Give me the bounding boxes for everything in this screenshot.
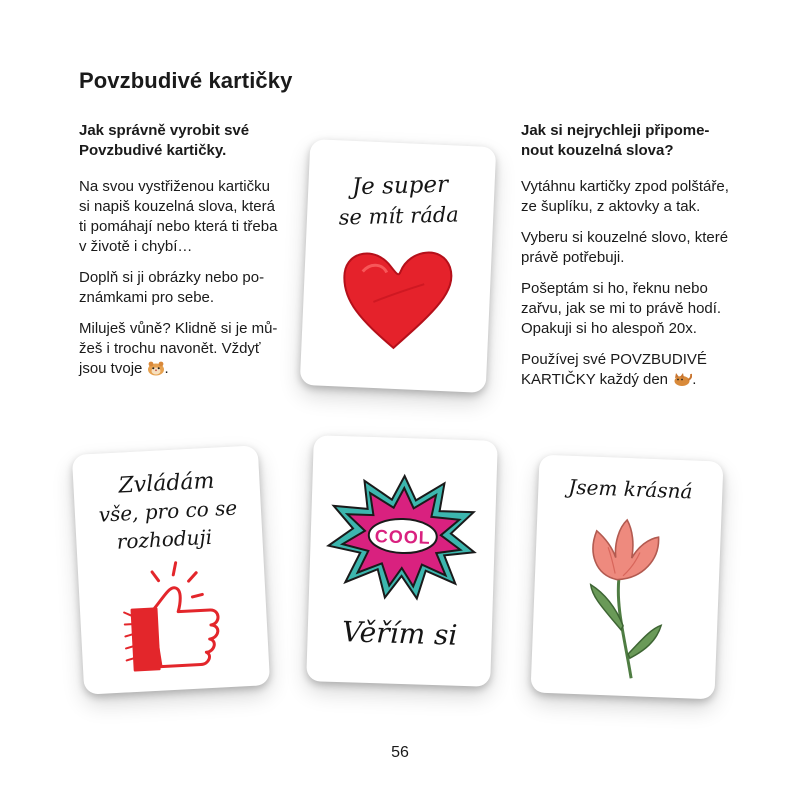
text-line: ti pomáhají nebo která ti třeba bbox=[79, 218, 278, 235]
card-text: rozhoduji bbox=[116, 524, 213, 554]
left-heading-line: Jak správně vyrobit své bbox=[79, 122, 250, 139]
left-heading-line: Povzbudivé kartičky. bbox=[79, 142, 227, 159]
right-text-column bbox=[521, 121, 741, 404]
text-line: Vytáhnu kartičky zpod polštáře, bbox=[521, 178, 729, 195]
tulip-card bbox=[530, 455, 723, 700]
right-paragraph: Používej své POVZBUDIVÉ KARTIČKY každý den . bbox=[521, 350, 741, 393]
thumbs-up-card bbox=[72, 445, 270, 694]
left-paragraph: Miluješ vůně? Klidně si je mů- žeš i trochu navonět. Vždyť jsou tvoje . bbox=[79, 319, 289, 382]
text-line: Na svou vystřiženou kartičku bbox=[79, 178, 270, 195]
right-heading-line: Jak si nejrychleji připome- bbox=[521, 122, 710, 139]
text-line: Miluješ vůně? Klidně si je mů- bbox=[79, 320, 278, 337]
text-line: KARTIČKY každý den bbox=[521, 371, 669, 388]
heart-icon bbox=[341, 249, 452, 350]
cool-badge-text: COOL bbox=[374, 526, 432, 548]
text-line: známkami pro sebe. bbox=[79, 289, 215, 306]
text-line: Vyberu si kouzelné slovo, které bbox=[521, 229, 729, 246]
text-line: zařvu, jak se mi to právě hodí. bbox=[521, 300, 722, 317]
right-paragraph bbox=[521, 228, 741, 268]
card-text: se mít ráda bbox=[338, 202, 460, 230]
left-paragraph bbox=[79, 177, 289, 257]
text-line: Používej své POVZBUDIVÉ bbox=[521, 351, 707, 368]
text-line: v životě i chybí… bbox=[79, 238, 193, 255]
page-title: Povzbudivé kartičky bbox=[79, 68, 293, 93]
text-line: jsou tvoje bbox=[79, 360, 143, 377]
left-heading bbox=[79, 121, 289, 161]
text-line: Opakuji si ho alespoň 20x. bbox=[521, 320, 697, 337]
page-number: 56 bbox=[391, 744, 409, 761]
right-heading-line: nout kouzelná slova? bbox=[521, 142, 674, 159]
text-line: Doplň si ji obrázky nebo po- bbox=[79, 269, 265, 286]
heart-card bbox=[300, 139, 497, 393]
card-text: Jsem krásná bbox=[567, 474, 693, 504]
text-line: Pošeptám si ho, řeknu nebo bbox=[521, 280, 708, 297]
left-text-column bbox=[79, 121, 289, 393]
card-text: Zvládám bbox=[117, 468, 216, 499]
card-text: Je super bbox=[351, 171, 449, 201]
right-paragraph bbox=[521, 279, 741, 339]
card-text: vše, pro co se bbox=[98, 495, 238, 527]
left-paragraph bbox=[79, 268, 289, 308]
thumbs-up-icon bbox=[122, 561, 221, 671]
tulip-icon bbox=[587, 519, 665, 680]
text-line: ze šuplíku, z aktovky a tak. bbox=[521, 198, 701, 215]
text-line: žeš i trochu navonět. Vždyť bbox=[79, 340, 261, 357]
right-paragraph bbox=[521, 177, 741, 217]
cool-card bbox=[306, 435, 498, 687]
right-heading bbox=[521, 121, 741, 161]
hamster-emoji-icon bbox=[147, 360, 165, 382]
card-text: Věřím si bbox=[341, 615, 458, 652]
cat-emoji-icon bbox=[672, 372, 692, 393]
text-line: si napiš kouzelná slova, která bbox=[79, 198, 275, 215]
text-line: právě potřebuji. bbox=[521, 249, 625, 266]
